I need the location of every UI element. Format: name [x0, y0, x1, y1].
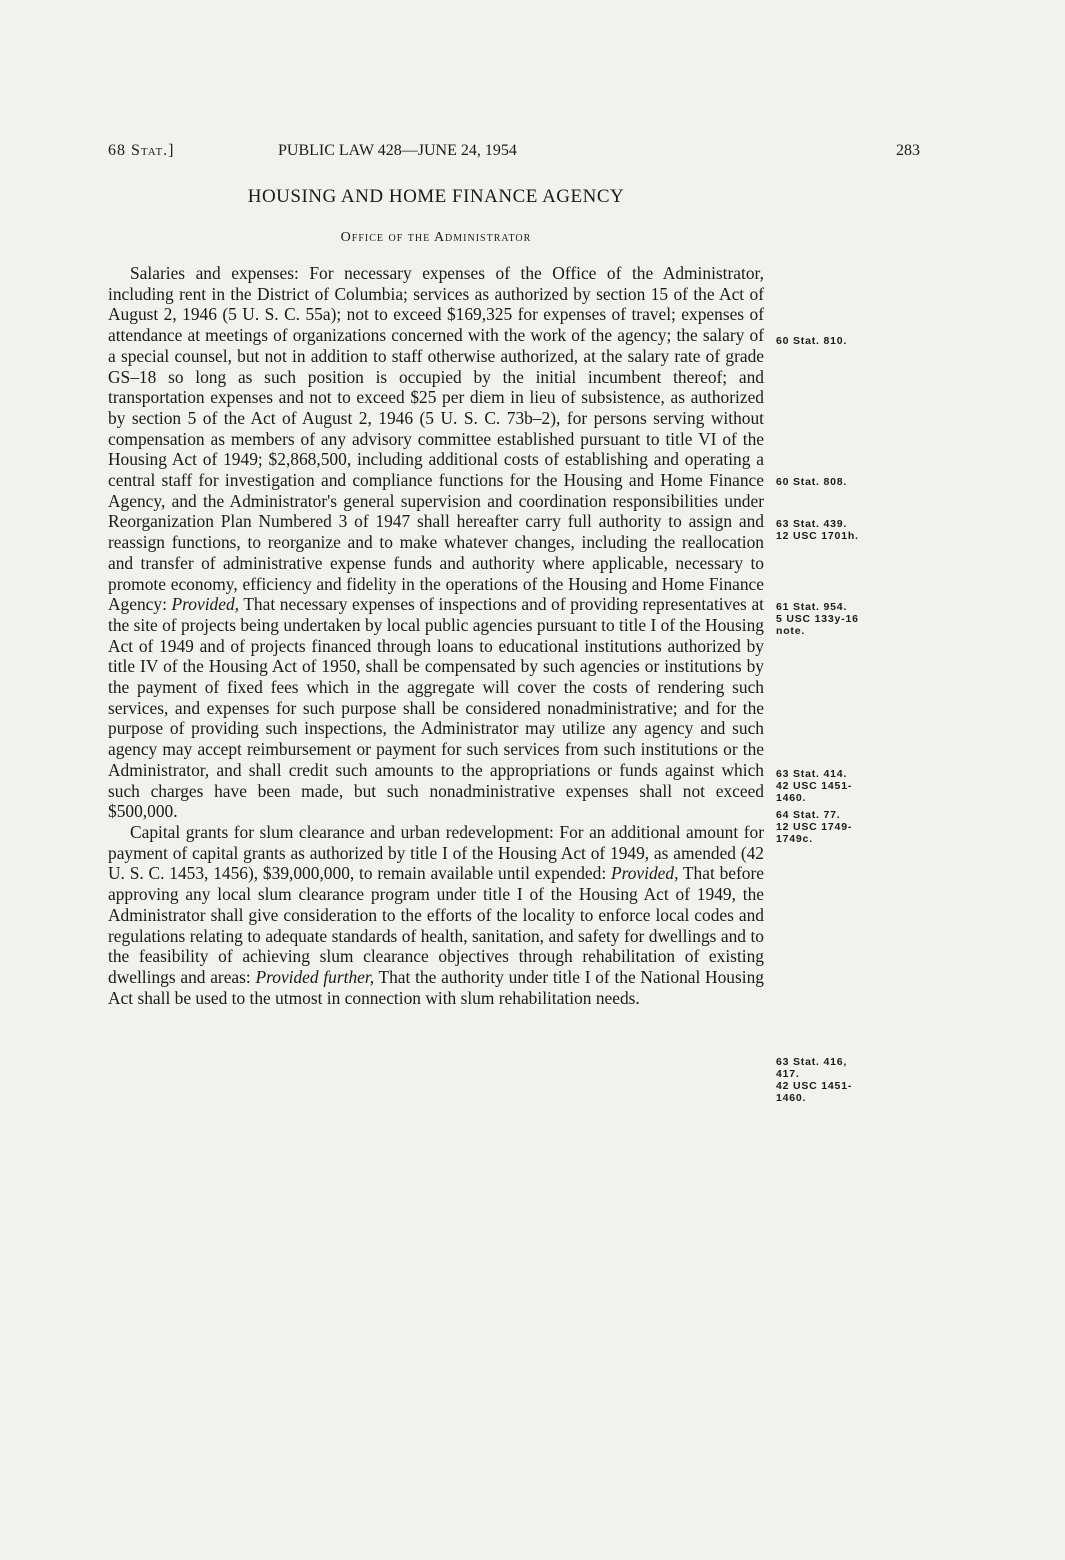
margin-note [776, 768, 926, 804]
capital-text-2: That before approving any local slum clearance program under title I of the Housing Act of 1949, the Administrator shall give consideration to the efforts of the locality to enforce local codes and regulations relating to adequate standards of health, sanitation, and safety for dwellings and to the feasibility of achieving slum clearance objectives through rehabilitation of existing dwellings and areas: [108, 863, 764, 987]
margin-note-line: 1460. [776, 1092, 807, 1104]
margin-note-line: 63 Stat. 416, [776, 1056, 848, 1068]
margin-note [776, 1056, 926, 1104]
margin-note [776, 518, 926, 542]
margin-note-line: 61 Stat. 954. [776, 601, 848, 613]
margin-note [776, 809, 926, 845]
margin-note-line: 12 USC 1701h. [776, 530, 859, 542]
capital-text-1: Capital grants for slum clearance and urban redevelopment: For an additional amount for payment of capital grants as authorized by title I of the Housing Act of 1949, as amended (42 U. S. C. 1453, 1456), $39,000,000, to remain available until expended: [108, 821, 764, 884]
margin-note-line: 42 USC 1451- [776, 780, 853, 792]
capital-text-3: That the authority under title I of the National Housing Act shall be used to the utmost in connection with slum rehabilitation needs. [108, 966, 764, 1008]
margin-note [776, 476, 926, 488]
capital-grants-paragraph [108, 822, 764, 1008]
salaries-text-2: That necessary expenses of inspections and of providing representatives at the site of projects being undertaken by local public agencies pursuant to title I of the Housing Act of 1949 and of projects financed through loans to educational institutions authorized by title IV of the Housing Act of 1950, shall be compensated by such agencies or institutions by the payment of fixed fees which in the aggregate will cover the costs of rendering such services, and expenses for such purpose shall be considered nonadministrative; and for the purpose of providing such inspections, the Administrator may utilize any agency and such agency may accept reimbursement or payment for such services from such institutions or the Administrator, and shall credit such amounts to the appropriations or funds against which such charges have been made, but such nonadministrative expenses shall not exceed $500,000. [108, 594, 765, 822]
margin-note-line: 63 Stat. 414. [776, 768, 848, 780]
margin-note-line: 42 USC 1451- [776, 1080, 853, 1092]
page-number: 283 [896, 142, 920, 159]
proviso-italic: Provided, [610, 863, 679, 884]
margin-note-line: note. [776, 625, 806, 637]
agency-title: HOUSING AND HOME FINANCE AGENCY [247, 186, 625, 207]
margin-note-line: 1749c. [776, 833, 813, 845]
public-law-heading: PUBLIC LAW 428—JUNE 24, 1954 [278, 142, 517, 159]
volume-reference: 68 Stat.] [108, 142, 175, 159]
proviso-further-italic: Provided further, [255, 966, 375, 987]
body-text [108, 263, 764, 1008]
office-subtitle: Office of the Administrator [340, 230, 532, 245]
margin-note-line: 60 Stat. 810. [776, 335, 848, 347]
salaries-paragraph [108, 263, 764, 822]
margin-note-line: 417. [776, 1068, 800, 1080]
margin-note-line: 63 Stat. 439. [776, 518, 848, 530]
margin-note-line: 60 Stat. 808. [776, 476, 848, 488]
page-header [108, 142, 920, 168]
margin-note [776, 335, 926, 347]
proviso-italic: Provided, [171, 594, 239, 615]
margin-note-line: 1460. [776, 792, 807, 804]
margin-note-line: 5 USC 133y-16 [776, 613, 859, 625]
margin-note [776, 601, 926, 637]
salaries-text-1: Salaries and expenses: For necessary expenses of the Office of the Administrator, including rent in the District of Columbia; services as authorized by section 15 of the Act of August 2, 1946 (5 U. S. C. 55a); not to exceed $169,325 for expenses of travel; expenses of attendance at meetings of organizations concerned with the work of the agency; the salary of a special counsel, but not in addition to staff otherwise authorized, at the salary rate of grade GS–18 so long as such position is occupied by the initial incumbent thereof; and transportation expenses and not to exceed $25 per diem in lieu of subsistence, as authorized by section 5 of the Act of August 2, 1946 (5 U. S. C. 73b–2), for persons serving without compensation as members of any advisory committee established pursuant to title VI of the Housing Act of 1949; $2,868,500, including additional costs of establishing and operating a central staff for investigation and compliance functions for the Housing and Home Finance Agency, and the Administrator's general supervision and coordination responsibilities under Reorganization Plan Numbered 3 of 1947 shall hereafter carry full authority to assign and reassign functions, to reorganize and to make whatever changes, including the reallocation and transfer of administrative expense funds and authority where applicable, necessary to promote economy, efficiency and fidelity in the operations of the Housing and Home Finance Agency: [108, 263, 764, 615]
margin-note-line: 12 USC 1749- [776, 821, 853, 833]
margin-note-line: 64 Stat. 77. [776, 809, 841, 821]
